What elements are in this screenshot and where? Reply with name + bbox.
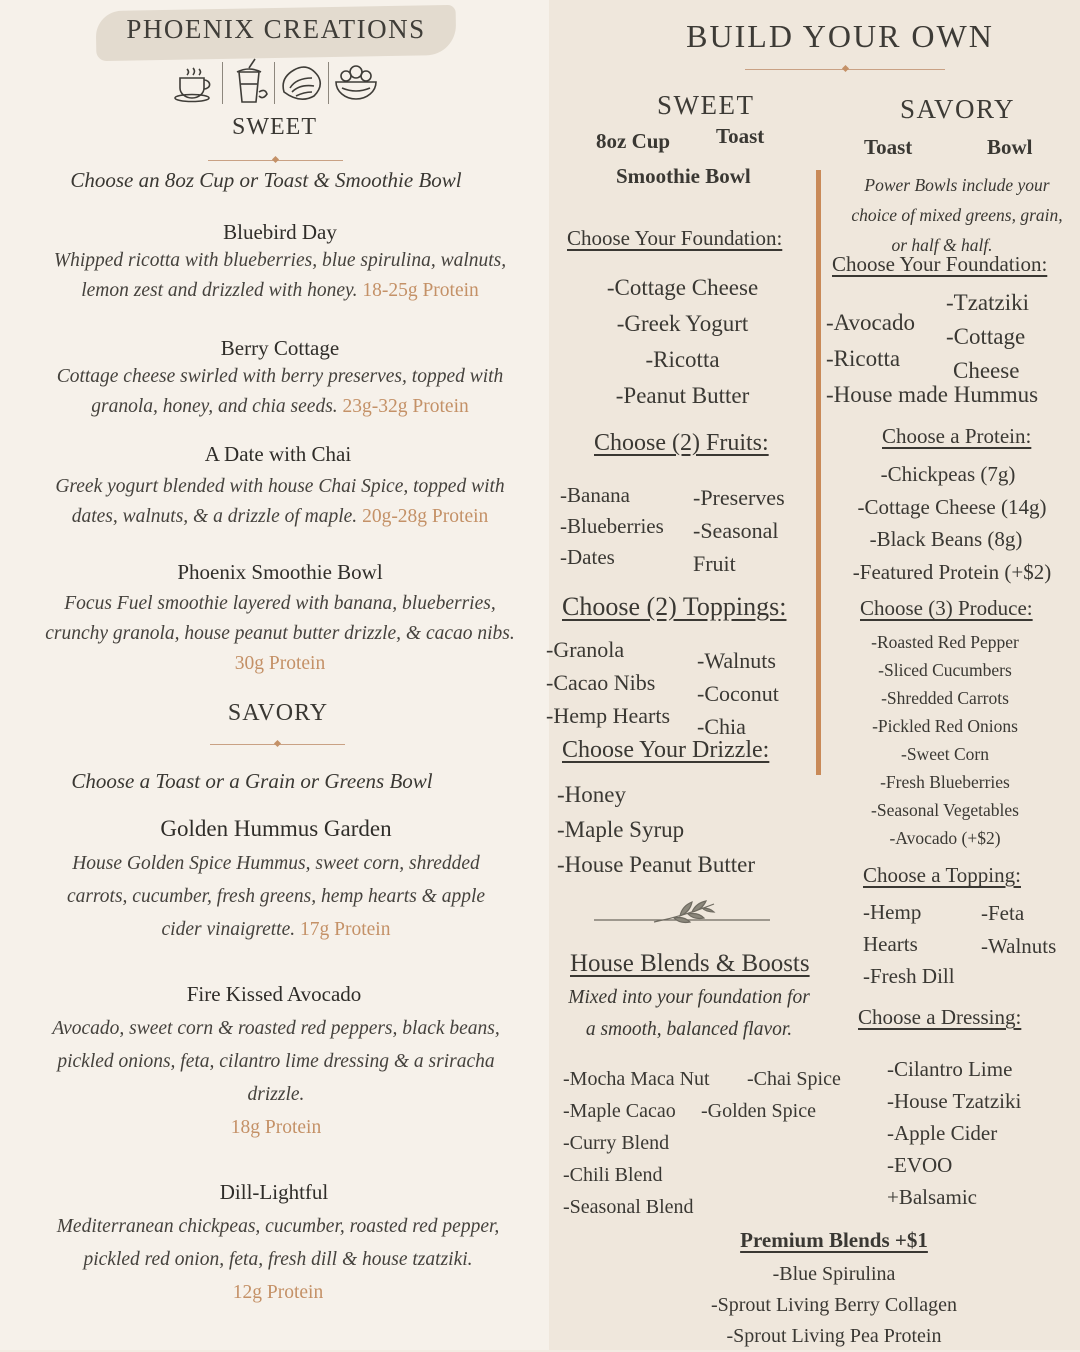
item-desc-date-with-chai: Greek yogurt blended with house Chai Spice, topped with dates, walnuts, & a drizzle of maple. 20g-28g Protein <box>55 476 505 527</box>
sweet-foundation-list: -Cottage Cheese -Greek Yogurt -Ricotta -Peanut Butter <box>606 275 759 408</box>
dressing-heading: Choose a Dressing: <box>858 1005 1022 1029</box>
sweet-section-title: SWEET <box>232 114 317 140</box>
item-name-fire-kissed-avocado: Fire Kissed Avocado <box>186 982 362 1006</box>
power-bowls-note: Power Bowls include your choice of mixed greens, grain, or half & half. <box>851 175 1063 255</box>
toppings-list-a: -Granola -Cacao Nibs -Hemp Hearts <box>546 637 671 728</box>
protein-badge: 20g-28g Protein <box>362 506 489 527</box>
protein-badge: 18-25g Protein <box>362 280 479 301</box>
house-blends-list-b: -Chai Spice -Golden Spice <box>701 1068 841 1122</box>
option-toast: Toast <box>716 124 765 148</box>
protein-heading: Choose a Protein: <box>882 424 1032 448</box>
drizzle-heading: Choose Your Drizzle: <box>562 737 770 763</box>
item-desc-golden-hummus-garden: House Golden Spice Hummus, sweet corn, shredded carrots, cucumber, fresh greens, hemp hearts & apple cider vinaigrette. 17g Protein <box>66 853 486 940</box>
option-smoothie-bowl: Smoothie Bowl <box>616 164 751 188</box>
item-desc-bluebird-day: Whipped ricotta with blueberries, blue spirulina, walnuts, lemon zest and drizzled with honey. 18-25g Protein <box>53 250 507 301</box>
bowl-icon <box>332 62 380 104</box>
premium-blends-list: -Blue Spirulina -Sprout Living Berry Collagen -Sprout Living Pea Protein <box>710 1263 958 1347</box>
sweet-foundation-heading: Choose Your Foundation: <box>567 226 783 250</box>
house-blends-heading: House Blends & Boosts <box>570 950 810 977</box>
drizzle-list: -Honey -Maple Syrup -House Peanut Butter <box>557 782 756 877</box>
item-name-bluebird-day: Bluebird Day <box>223 220 337 244</box>
option-bowl: Bowl <box>987 135 1033 159</box>
protein-badge: 30g Protein <box>234 653 326 674</box>
item-desc-fire-kissed-avocado: Avocado, sweet corn & roasted red peppers, black beans, pickled onions, feta, cilantro lime dressing & a sriracha drizzle. 18g Protein <box>0 1012 552 1144</box>
fruits-list-b: -Preserves -Seasonal Fruit <box>693 485 785 576</box>
savory-foundation-heading: Choose Your Foundation: <box>832 252 1048 276</box>
item-desc-phoenix-smoothie-bowl: Focus Fuel smoothie layered with banana, blueberries, crunchy granola, house peanut butter drizzle, & cacao nibs. 30g Protein <box>0 589 560 679</box>
byo-savory-title: SAVORY <box>900 94 1016 124</box>
item-desc-dill-lightful: Mediterranean chickpeas, cucumber, roasted red pepper, pickled red onion, feta, fresh dill & house tzatziki. 12g Protein <box>0 1210 556 1309</box>
item-name-dill-lightful: Dill-Lightful <box>219 1180 329 1204</box>
column-separator-bar <box>816 170 821 775</box>
dressing-list: -Cilantro Lime -House Tzatziki -Apple Cider -EVOO +Balsamic <box>887 1057 1022 1209</box>
build-your-own-title: BUILD YOUR OWN <box>686 18 994 54</box>
savory-foundation-hummus: -House made Hummus <box>826 382 1039 407</box>
item-name-phoenix-smoothie-bowl: Phoenix Smoothie Bowl <box>177 560 383 584</box>
smoothie-cup-icon <box>229 58 271 104</box>
savory-section-title: SAVORY <box>227 700 329 726</box>
topping-heading: Choose a Topping: <box>863 863 1021 887</box>
icon-divider <box>328 62 329 104</box>
topping-list-b: -Feta -Walnuts <box>981 901 1057 958</box>
toppings-heading: Choose (2) Toppings: <box>562 592 787 621</box>
protein-list: -Chickpeas (7g) -Cottage Cheese (14g) -Black Beans (8g) -Featured Protein (+$2) <box>852 462 1052 584</box>
topping-list-a: -Hemp Hearts -Fresh Dill <box>863 900 955 988</box>
option-8oz-cup: 8oz Cup <box>596 129 671 153</box>
protein-badge: 23g-32g Protein <box>342 396 469 417</box>
sweet-subtitle: Choose an 8oz Cup or Toast & Smoothie Bowl <box>70 168 462 192</box>
fruits-list-a: -Banana -Blueberries -Dates <box>560 483 664 569</box>
item-name-berry-cottage: Berry Cottage <box>220 336 340 360</box>
protein-badge: 17g Protein <box>299 919 391 940</box>
produce-heading: Choose (3) Produce: <box>860 596 1033 620</box>
premium-blends-heading: Premium Blends +$1 <box>740 1228 928 1252</box>
toppings-list-b: -Walnuts -Coconut -Chia <box>697 648 779 739</box>
item-name-golden-hummus-garden: Golden Hummus Garden <box>160 816 392 841</box>
toast-icon <box>278 62 324 104</box>
brand-title: PHOENIX CREATIONS <box>126 14 426 44</box>
savory-subtitle: Choose a Toast or a Grain or Greens Bowl <box>71 769 433 793</box>
icon-divider <box>222 62 223 104</box>
house-blends-subtitle: Mixed into your foundation for a smooth, balanced flavor. <box>568 987 810 1040</box>
protein-badge: 18g Protein <box>230 1117 322 1138</box>
savory-foundation-list-b: -Tzatziki -Cottage Cheese <box>946 290 1030 383</box>
coffee-cup-icon <box>172 64 218 104</box>
item-name-date-with-chai: A Date with Chai <box>204 442 352 466</box>
produce-list: -Roasted Red Pepper -Sliced Cucumbers -Shredded Carrots -Pickled Red Onions -Sweet Corn -Fresh Blueberries -Seasonal Vegetables -Avocado (+$2) <box>871 632 1019 848</box>
fruits-heading: Choose (2) Fruits: <box>594 430 769 456</box>
item-desc-berry-cottage: Cottage cheese swirled with berry preserves, topped with granola, honey, and chia seeds. 23g-32g Protein <box>56 366 504 417</box>
option-toast-savory: Toast <box>864 135 913 159</box>
byo-sweet-title: SWEET <box>657 90 755 120</box>
savory-foundation-list-a: -Avocado -Ricotta <box>826 310 915 371</box>
house-blends-list-a: -Mocha Maca Nut -Maple Cacao -Curry Blend -Chili Blend -Seasonal Blend <box>563 1068 710 1218</box>
leaf-sprig-icon <box>594 896 772 938</box>
icon-divider <box>274 62 275 104</box>
protein-badge: 12g Protein <box>232 1282 324 1303</box>
